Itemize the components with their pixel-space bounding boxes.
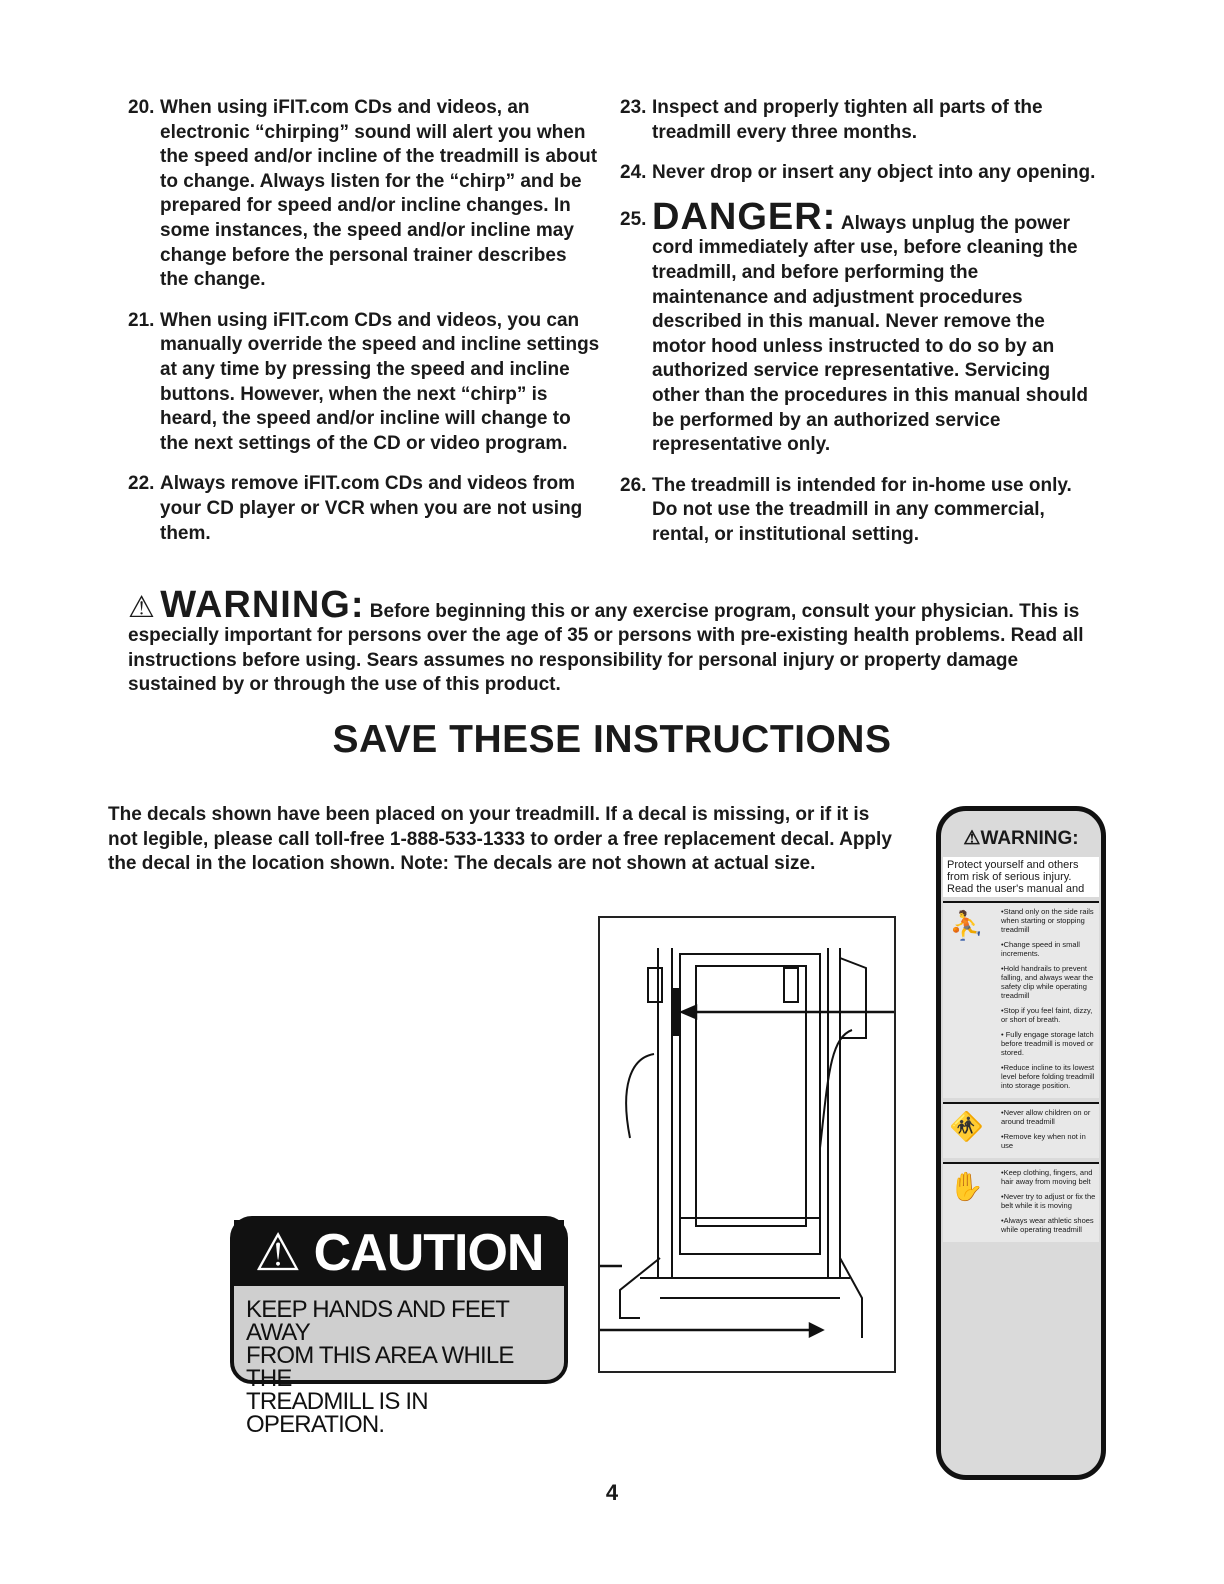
decal-intro: Protect yourself and others from risk of serious injury. Read the user's manual and (943, 857, 1099, 897)
list-item (128, 309, 600, 457)
decal-marker (672, 988, 680, 1036)
decal-warning-word: WARNING: (980, 828, 1079, 849)
decal-item: •Never allow children on or around treadmill (1001, 1108, 1091, 1126)
warning-triangle-icon: ⚠ (128, 591, 155, 624)
arrow-head (682, 1006, 696, 1018)
left-column (128, 96, 600, 562)
treadmill-belt (696, 966, 806, 1226)
warning-decal (936, 806, 1106, 1480)
person-on-treadmill-icon: ⛹ (949, 910, 984, 941)
warning-paragraph (128, 584, 1108, 698)
caution-line: FROM THIS AREA WHILE THE (246, 1342, 514, 1392)
warning-triangle-icon: ⚠ (254, 1224, 301, 1282)
item-text: When using iFIT.com CDs and videos, you can manually override the speed and incline settings at any time by pressing the speed and incline buttons. However, when the next “chirp” is heard, the speed and/or incline will change to the next settings of the CD or video program. (160, 309, 600, 454)
base-right (840, 1258, 862, 1338)
decal-section (943, 1102, 1099, 1158)
page-title: SAVE THESE INSTRUCTIONS (332, 718, 892, 761)
base-left (620, 1258, 660, 1318)
item-number: 22. (128, 473, 155, 495)
arrow-head (810, 1324, 822, 1336)
danger-item (620, 195, 1096, 458)
decal-item: • Fully engage storage latch before treadmill is moved or stored. (1001, 1030, 1094, 1057)
item-number: 26. (620, 474, 647, 496)
treadmill-illustration (598, 916, 896, 1373)
decal-item: •Stand only on the side rails when starting or stopping treadmill (1001, 907, 1094, 934)
treadmill-drawing (600, 918, 894, 1371)
decal-note: The decals shown have been placed on your treadmill. If a decal is missing, or if it is not legible, please call toll-free 1-888-533-1333 to order a free replacement decal. Apply the decal in the location shown. Note: The decals are not shown at actual size. (108, 804, 892, 874)
list-item (620, 96, 1096, 145)
decal-item: •Stop if you feel faint, dizzy, or short of breath. (1001, 1006, 1093, 1024)
item-text: When using iFIT.com CDs and videos, an electronic “chirping” sound will alert you when the speed and/or incline of the treadmill is about to change. Always listen for the “chirp” and be prepared for speed and/or incline changes. In some instances, the speed and/or incline may change before the personal trainer describes the change. (160, 97, 598, 291)
item-text: The treadmill is intended for in-home use only. Do not use the treadmill in any commercial, rental, or institutional setting. (652, 474, 1072, 545)
item-number: 23. (620, 97, 647, 118)
handrail-right (820, 1030, 852, 1148)
storage-latch (648, 968, 662, 1002)
danger-word: DANGER: (652, 195, 837, 238)
decal-item: •Reduce incline to its lowest level before folding treadmill into storage position. (1001, 1063, 1095, 1090)
item-text: Inspect and properly tighten all parts of the treadmill every three months. (652, 97, 1043, 143)
caution-word: CAUTION (313, 1224, 544, 1282)
item-number: 25. (620, 208, 647, 230)
console (840, 958, 866, 1038)
hand-caught-icon: ✋ (949, 1171, 984, 1202)
list-item (128, 96, 600, 293)
item-text: Never drop or insert any object into any opening. (652, 162, 1096, 184)
decal-item: •Always wear athletic shoes while operating treadmill (1001, 1216, 1094, 1234)
decal-header (941, 811, 1101, 857)
decal-section (943, 901, 1099, 1098)
item-number: 21. (128, 309, 155, 331)
page-number: 4 (605, 1480, 619, 1505)
item-number: 20. (128, 97, 155, 118)
right-column (620, 96, 1096, 564)
caution-line: KEEP HANDS AND FEET AWAY (246, 1296, 509, 1346)
decal-section (943, 1162, 1099, 1242)
handrail-left (626, 1054, 654, 1138)
warning-triangle-icon: ⚠ (963, 828, 981, 849)
caution-body (234, 1286, 564, 1436)
warning-text: Before beginning this or any exercise program, consult your physician. This is especially important for persons over the age of 35 or persons with pre-existing health problems. Read all instructions before using. Sears assumes no responsibility for personal injury or property damage sustained by or through the use of this product. (128, 601, 1084, 696)
decal-item: •Hold handrails to prevent falling, and always wear the safety clip while operating treadmill (1001, 964, 1094, 1000)
warning-word: WARNING: (160, 584, 365, 626)
child-icon: 🚸 (949, 1111, 984, 1142)
caution-header (234, 1220, 564, 1286)
list-item (620, 161, 1096, 186)
decal-item: •Keep clothing, fingers, and hair away from moving belt (1001, 1168, 1093, 1186)
list-item (128, 472, 600, 546)
danger-text: Always unplug the power cord immediately after use, before cleaning the treadmill, and before performing the maintenance and adjustment procedures described in this manual. Never remove the motor hood unless instructed to do so by an authorized service representative. Servicing other than the procedures in this manual should be performed by an authorized service representative only. (652, 212, 1088, 456)
item-number: 24. (620, 162, 647, 184)
caution-line: TREADMILL IS IN OPERATION. (246, 1388, 428, 1438)
decal-item: •Change speed in small increments. (1001, 940, 1080, 958)
caution-decal (230, 1216, 568, 1438)
list-item (620, 474, 1096, 548)
decal-item: •Never try to adjust or fix the belt while it is moving (1001, 1192, 1096, 1210)
item-text: Always remove iFIT.com CDs and videos from your CD player or VCR when you are not using them. (160, 473, 583, 544)
decal-item: •Remove key when not in use (1001, 1132, 1086, 1150)
